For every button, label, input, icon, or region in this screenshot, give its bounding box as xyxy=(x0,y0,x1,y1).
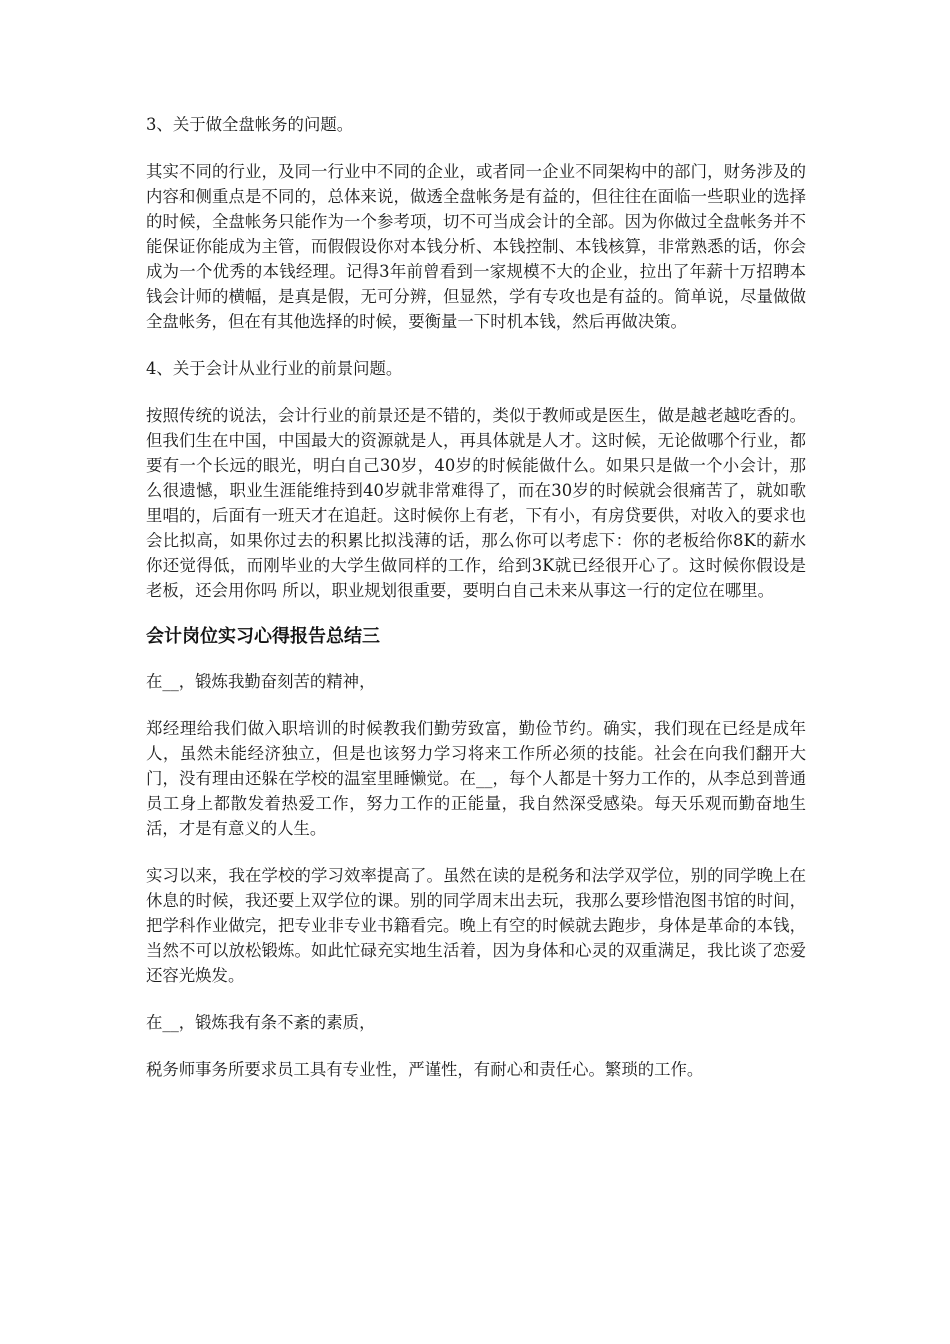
report-title: 会计岗位实习心得报告总结三 xyxy=(146,626,380,647)
paragraph: 实习以来，我在学校的学习效率提高了。虽然在读的是税务和法学双学位，别的同学晚上在休息的时候，我还要上双学位的课。别的同学周末出去玩，我那么要珍惜泡图书馆的时间，把学科作业做完，把专业非专业书籍看完。晚上有空的时候就去跑步，身体是革命的本钱，当然不可以放松锻炼。如此忙碌充实地生活着，因为身体和心灵的双重满足，我比谈了恋爱还容光焕发。 xyxy=(146,866,806,985)
paragraph: 税务师事务所要求员工具有专业性，严谨性，有耐心和责任心。繁琐的工作。 xyxy=(146,1060,704,1079)
section-heading-4: 4、关于会计从业行业的前景问题。 xyxy=(146,359,403,378)
document-body xyxy=(146,112,806,1104)
paragraph: 其实不同的行业，及同一行业中不同的企业，或者同一企业不同架构中的部门，财务涉及的内容和侧重点是不同的，总体来说，做透全盘帐务是有益的，但往往在面临一些职业的选择的时候，全盘帐务只能作为一个参考项，切不可当成会计的全部。因为你做过全盘帐务并不能保证你能成为主管，而假假设你对本钱分析、本钱控制、本钱核算，非常熟悉的话，你会成为一个优秀的本钱经理。记得3年前曾看到一家规模不大的企业，拉出了年薪十万招聘本钱会计师的横幅，是真是假，无可分辨，但显然，学有专攻也是有益的。简单说，尽量做做全盘帐务，但在有其他选择的时候，要衡量一下时机本钱，然后再做决策。 xyxy=(146,162,806,331)
paragraph: 在__，锻炼我勤奋刻苦的精神， xyxy=(146,672,376,691)
paragraph: 按照传统的说法，会计行业的前景还是不错的，类似于教师或是医生，做是越老越吃香的。但我们生在中国，中国最大的资源就是人，再具体就是人才。这时候，无论做哪个行业，都要有一个长远的眼光，明白自己30岁，40岁的时候能做什么。如果只是做一个小会计，那么很遗憾，职业生涯能维持到40岁就非常难得了，而在30岁的时候就会很痛苦了，就如歌里唱的，后面有一班天才在追赶。这时候你上有老，下有小，有房贷要供，对收入的要求也会比拟高，如果你过去的积累比拟浅薄的话，那么你可以考虑下：你的老板给你8K的薪水你还觉得低，而刚毕业的大学生做同样的工作，给到3K就已经很开心了。这时候你假设是老板，还会用你吗 所以，职业规划很重要，要明白自己未来从事这一行的定位在哪里。 xyxy=(146,406,806,600)
section-heading-3: 3、关于做全盘帐务的问题。 xyxy=(146,115,354,134)
paragraph: 郑经理给我们做入职培训的时候教我们勤劳致富，勤俭节约。确实，我们现在已经是成年人，虽然未能经济独立，但是也该努力学习将来工作所必须的技能。社会在向我们翻开大门，没有理由还躲在学校的温室里睡懒觉。在__，每个人都是十努力工作的，从李总到普通员工身上都散发着热爱工作，努力工作的正能量，我自然深受感染。每天乐观而勤奋地生活，才是有意义的人生。 xyxy=(146,719,806,838)
paragraph: 在__，锻炼我有条不紊的素质， xyxy=(146,1013,376,1032)
